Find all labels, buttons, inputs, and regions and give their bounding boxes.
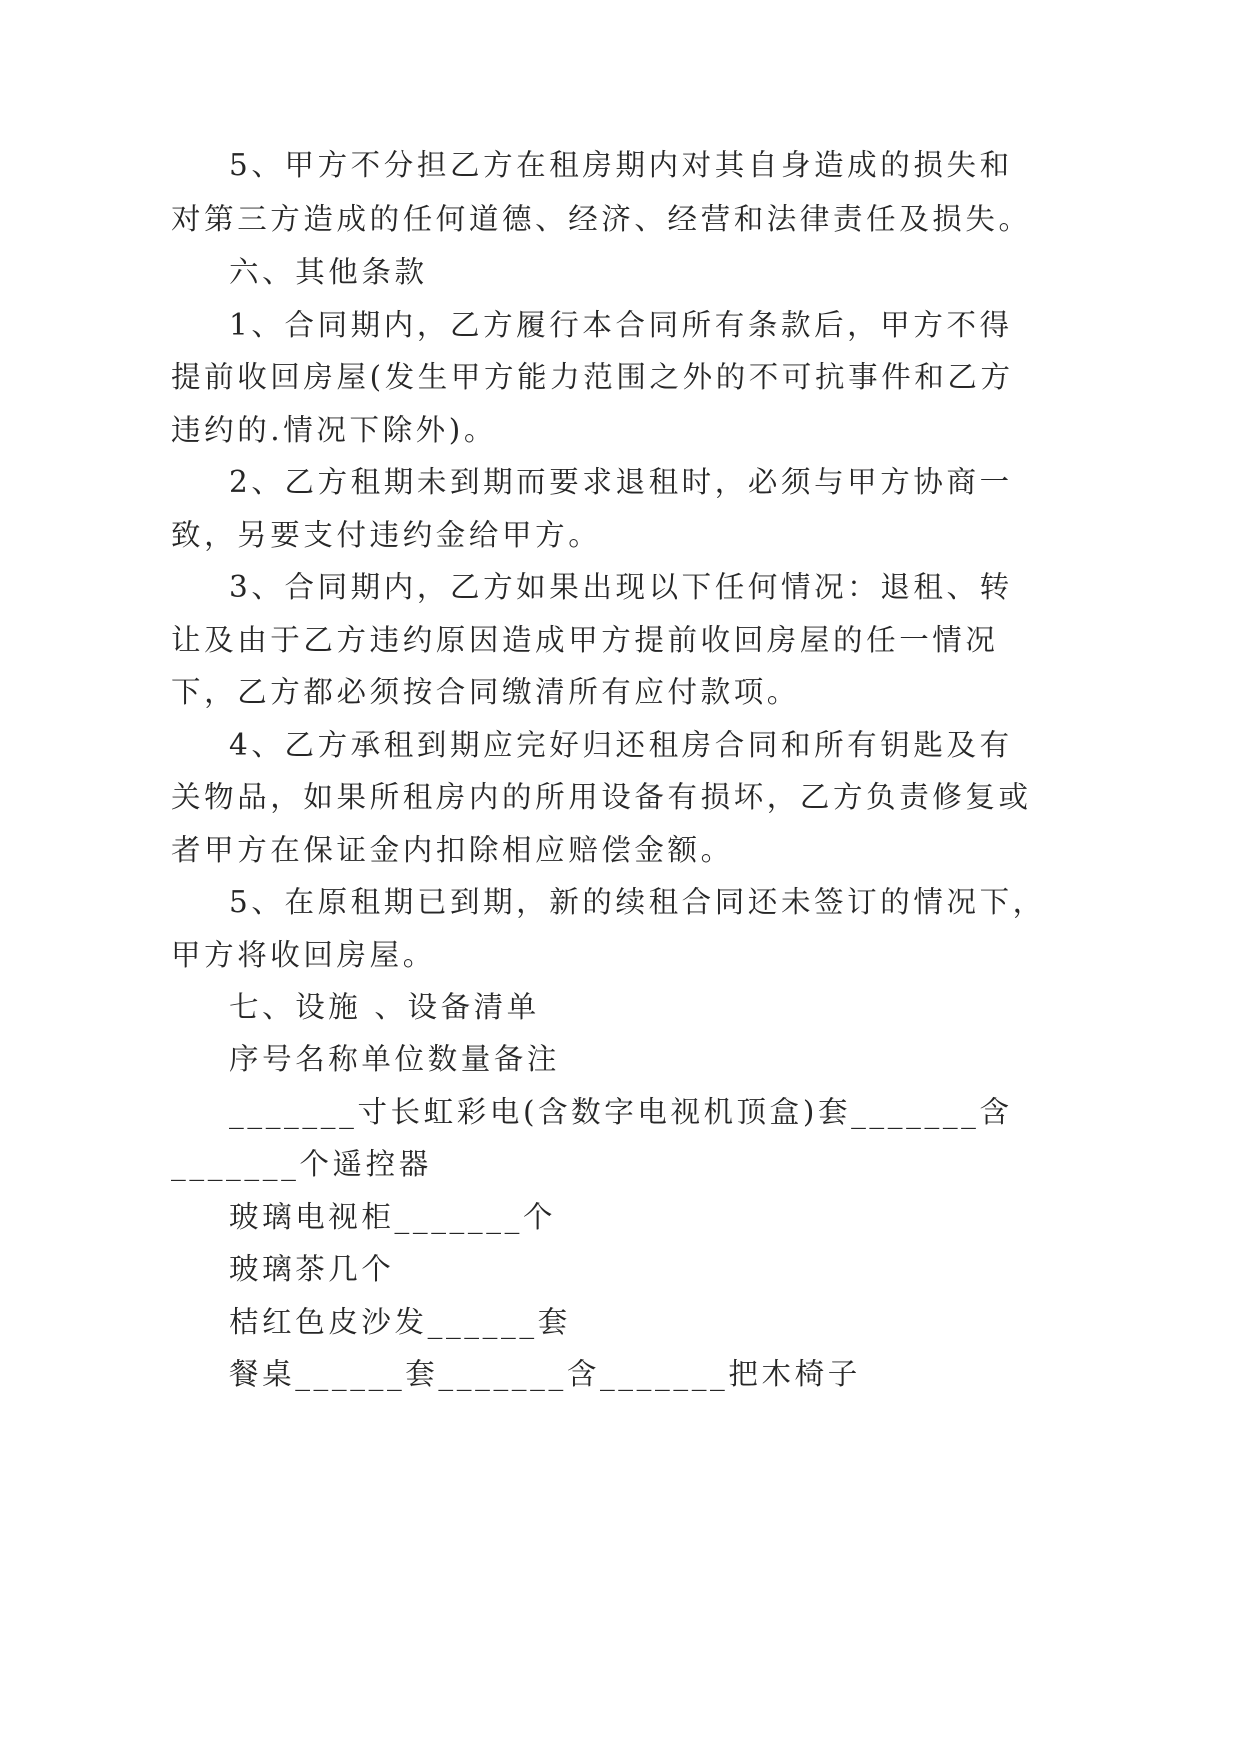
text-line: 2、乙方租期未到期而要求退租时，必须与甲方协商一 [229, 465, 1013, 499]
text-line: 让及由于乙方违约原因造成甲方提前收回房屋的任一情况 [171, 623, 999, 657]
text-line: 提前收回房屋(发生甲方能力范围之外的不可抗事件和乙方 [171, 360, 1014, 394]
text-line: 5、在原租期已到期，新的续租合同还未签订的情况下， [229, 885, 1046, 919]
text-line: 致，另要支付违约金给甲方。 [171, 518, 602, 552]
text-line: 1、合同期内，乙方履行本合同所有条款后，甲方不得 [229, 308, 1013, 342]
text-line: 者甲方在保证金内扣除相应赔偿金额。 [171, 833, 734, 867]
equipment-item: 玻璃电视柜_______个 [229, 1200, 557, 1234]
text-line: 下，乙方都必须按合同缴清所有应付款项。 [171, 675, 800, 709]
equipment-item: 桔红色皮沙发______套 [229, 1305, 571, 1339]
equipment-item: 玻璃茶几个 [229, 1252, 395, 1286]
table-header-line: 序号名称单位数量备注 [229, 1042, 561, 1076]
text-line: 5、甲方不分担乙方在租房期内对其自身造成的损失和 [229, 148, 1013, 182]
text-line: 甲方将收回房屋。 [171, 938, 436, 972]
equipment-item: _______个遥控器 [171, 1147, 432, 1181]
text-line: 对第三方造成的任何道德、经济、经营和法律责任及损失。 [171, 202, 1032, 236]
text-line: 3、合同期内，乙方如果出现以下任何情况：退租、转 [229, 570, 1013, 604]
equipment-item: 餐桌______套_______含_______把木椅子 [229, 1357, 861, 1391]
text-line: 违约的.情况下除外)。 [171, 413, 497, 447]
text-line: 4、乙方承租到期应完好归还租房合同和所有钥匙及有 [229, 728, 1013, 762]
text-line: 关物品，如果所租房内的所用设备有损坏，乙方负责修复或 [171, 780, 1032, 814]
section-heading: 七、设施 、设备清单 [229, 990, 540, 1024]
equipment-item: _______寸长虹彩电(含数字电视机顶盒)套_______含 [229, 1095, 1013, 1129]
section-heading: 六、其他条款 [229, 255, 428, 289]
